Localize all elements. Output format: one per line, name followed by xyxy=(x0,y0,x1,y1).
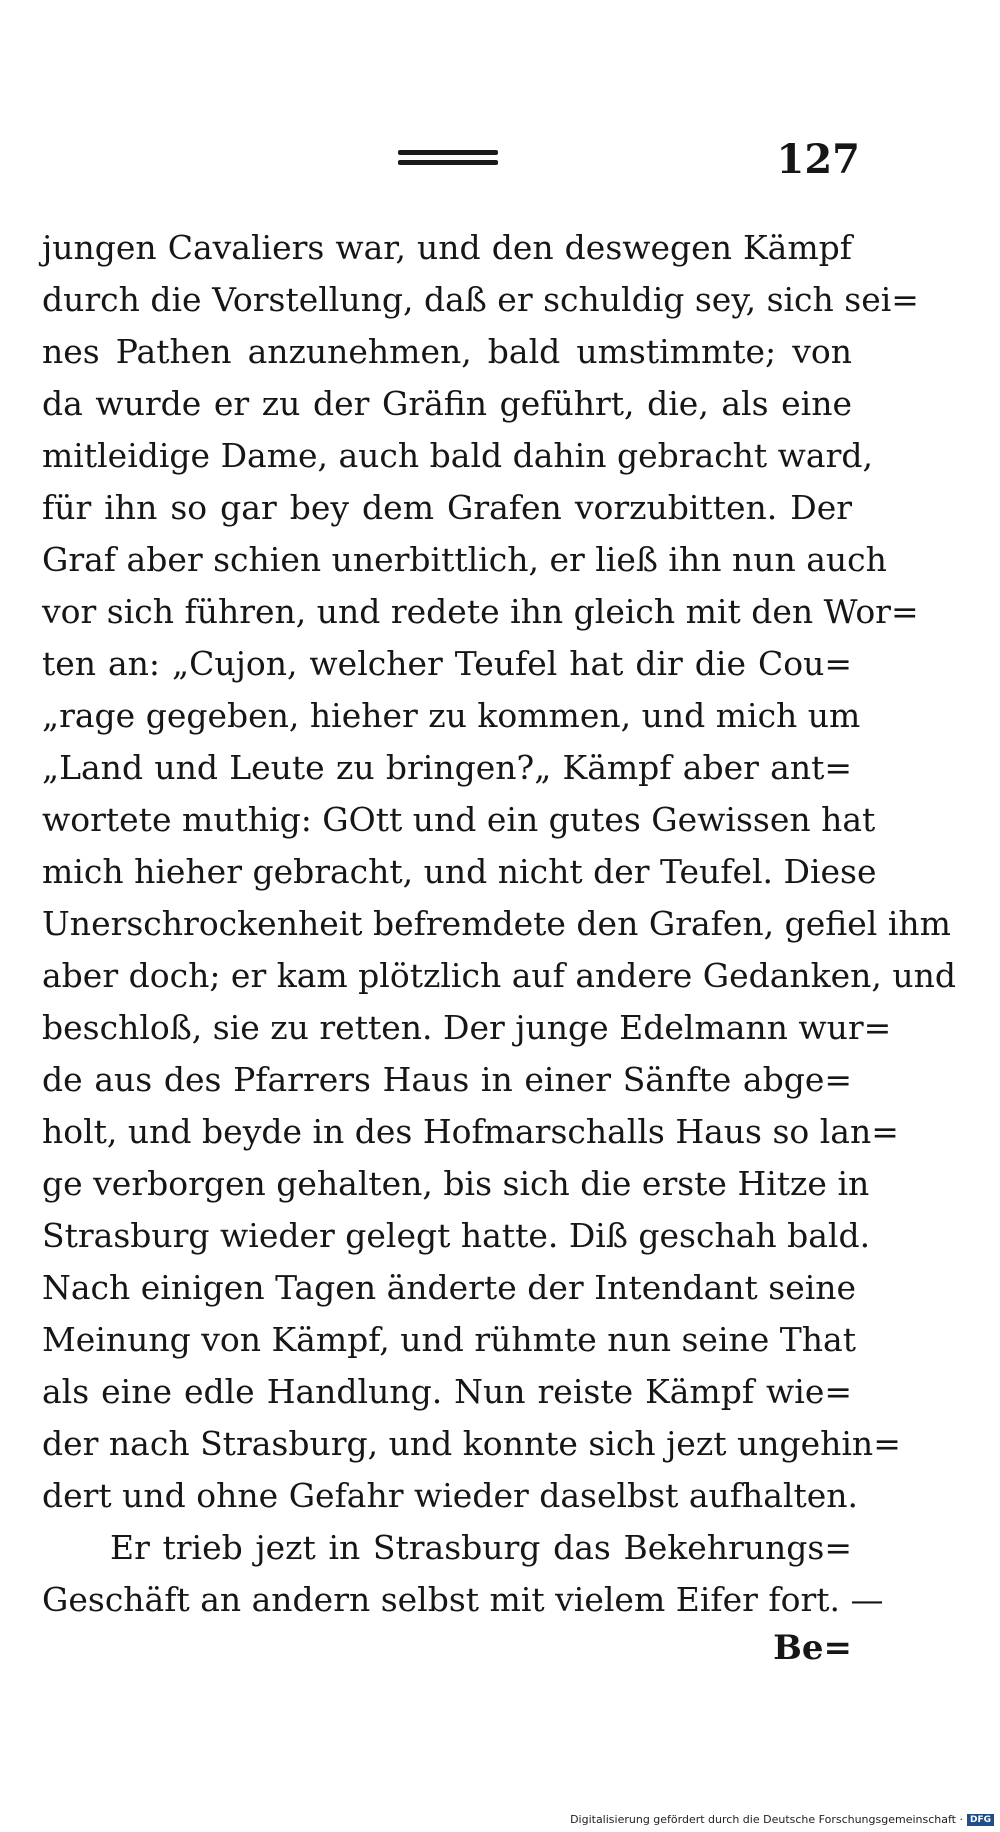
text-line: der nach Strasburg, und konnte sich jezt ungehin= xyxy=(42,1424,901,1463)
text-line: Unerschrockenheit befremdete den Grafen, gefiel ihm xyxy=(42,904,951,943)
text-line: da wurde er zu der Gräfin geführt, die, als eine xyxy=(42,384,852,423)
text-line: Nach einigen Tagen änderte der Intendant seine xyxy=(42,1268,857,1307)
body-text xyxy=(42,222,957,1626)
text-line: wortete muthig: GOtt und ein gutes Gewissen hat xyxy=(42,800,876,839)
text-line: Geschäft an andern selbst mit vielem Eifer fort. — xyxy=(42,1580,884,1619)
catchword: Be= xyxy=(773,1628,852,1668)
text-line: dert und ohne Gefahr wieder daselbst aufhalten. xyxy=(42,1476,859,1515)
text-line: ten an: „Cujon, welcher Teufel hat dir die Cou= xyxy=(42,644,852,683)
text-line: Meinung von Kämpf, und rühmte nun seine That xyxy=(42,1320,856,1359)
text-line: für ihn so gar bey dem Grafen vorzubitten. Der xyxy=(42,488,852,527)
text-line: mich hieher gebracht, und nicht der Teufel. Diese xyxy=(42,852,877,891)
text-line: Graf aber schien unerbittlich, er ließ ihn nun auch xyxy=(42,540,887,579)
text-line: aber doch; er kam plötzlich auf andere Gedanken, und xyxy=(42,956,957,995)
text-line: nes Pathen anzunehmen, bald umstimmte; von xyxy=(42,332,852,371)
dfg-logo: DFG xyxy=(967,1814,994,1826)
text-line: „rage gegeben, hieher zu kommen, und mich um xyxy=(42,696,861,735)
text-line: Er trieb jezt in Strasburg das Bekehrungs= xyxy=(110,1528,852,1567)
text-line: „Land und Leute zu bringen?„ Kämpf aber ant= xyxy=(42,748,852,787)
text-line: durch die Vorstellung, daß er schuldig sey, sich sei= xyxy=(42,280,919,319)
text-line: als eine edle Handlung. Nun reiste Kämpf wie= xyxy=(42,1372,852,1411)
text-line: jungen Cavaliers war, und den deswegen Kämpf xyxy=(42,228,852,267)
text-line: Strasburg wieder gelegt hatte. Diß geschah bald. xyxy=(42,1216,871,1255)
header-rule xyxy=(398,150,498,172)
text-line: ge verborgen gehalten, bis sich die erste Hitze in xyxy=(42,1164,870,1203)
digitization-credit xyxy=(570,1813,994,1826)
text-line: holt, und beyde in des Hofmarschalls Haus so lan= xyxy=(42,1112,899,1151)
text-line: mitleidige Dame, auch bald dahin gebracht ward, xyxy=(42,436,873,475)
credit-text: Digitalisierung gefördert durch die Deutsche Forschungsgemeinschaft · xyxy=(570,1813,963,1826)
page-number: 127 xyxy=(776,136,860,183)
text-line: beschloß, sie zu retten. Der junge Edelmann wur= xyxy=(42,1008,892,1047)
text-line: de aus des Pfarrers Haus in einer Sänfte abge= xyxy=(42,1060,852,1099)
text-line: vor sich führen, und redete ihn gleich mit den Wor= xyxy=(42,592,919,631)
